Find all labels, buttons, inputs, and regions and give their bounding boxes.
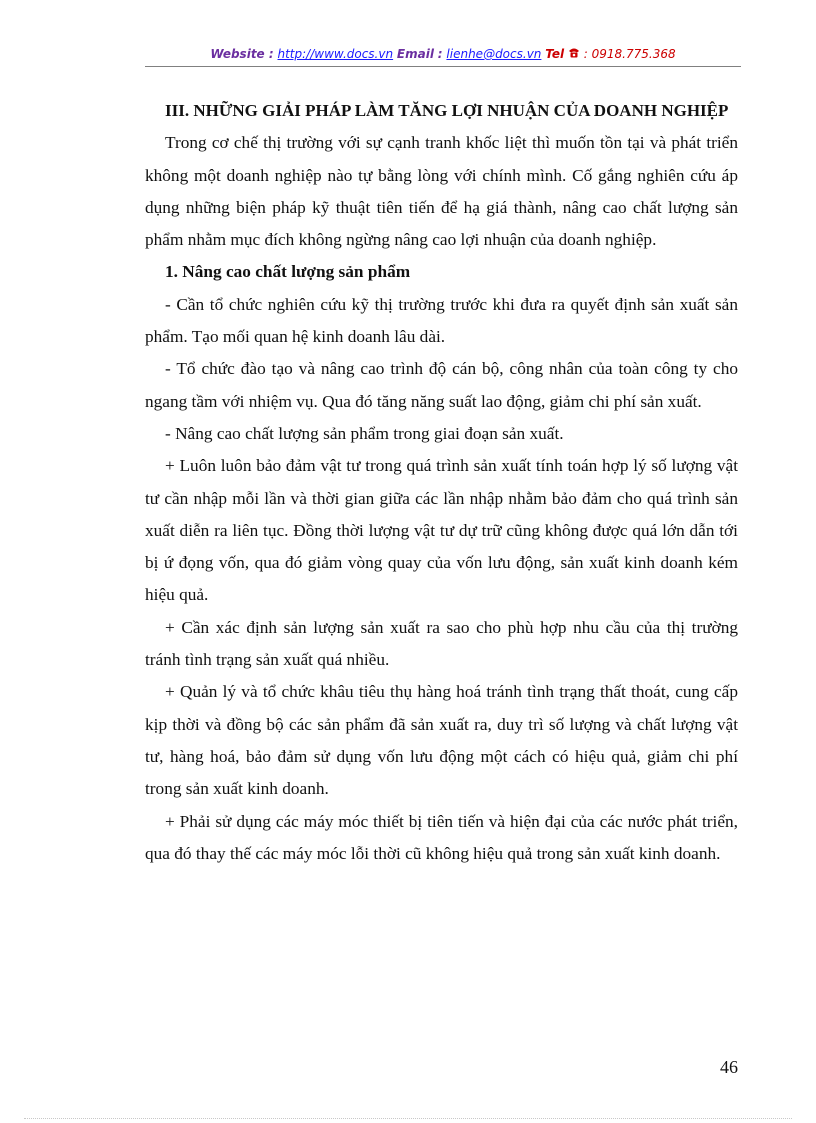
telephone-icon [568, 47, 580, 61]
footer-divider [24, 1118, 792, 1119]
paragraph: - Nâng cao chất lượng sản phẩm trong giai đoạn sản xuất. [165, 423, 564, 443]
page-number: 46 [720, 1057, 738, 1077]
email-separator: : [437, 47, 443, 61]
header-divider [145, 66, 741, 67]
tel-label: Tel [545, 47, 565, 61]
subsection-heading: 1. Nâng cao chất lượng sản phẩm [165, 262, 411, 282]
paragraph: + Luôn luôn bảo đảm vật tư trong quá trình sản xuất tính toán hợp lý số lượng vật tư cần nhập mỗi lần và thời gian giữa các lần nhập nhằm bảo đảm cho quá trình sản xuất diễn ra liên tục. Đồng thời lượng vật tư dự trữ cũng không được quá lớn dẫn tới bị ứ đọng vốn, qua đó giảm vòng quay của vốn lưu động, sản xuất kinh doanh kém hiệu quả. [145, 456, 738, 605]
paragraph: - Cần tổ chức nghiên cứu kỹ thị trường trước khi đưa ra quyết định sản xuất sản phẩm. Tạo mối quan hệ kinh doanh lâu dài. [145, 294, 738, 347]
website-link[interactable]: http://www.docs.vn [277, 47, 394, 61]
page-header [145, 47, 741, 61]
paragraph: + Cần xác định sản lượng sản xuất ra sao cho phù hợp nhu cầu của thị trường tránh tình trạng sản xuất quá nhiều. [145, 617, 738, 670]
section-heading: III. NHỮNG GIẢI PHÁP LÀM TĂNG LỢI NHUẬN CỦA DOANH NGHIỆP [165, 101, 729, 120]
document-body [145, 95, 738, 870]
website-label: Website : [210, 47, 274, 61]
paragraph: - Tổ chức đào tạo và nâng cao trình độ cán bộ, công nhân của toàn công ty cho ngang tầm với nhiệm vụ. Qua đó tăng năng suất lao động, giảm chi phí sản xuất. [145, 359, 738, 411]
intro-paragraph: Trong cơ chế thị trường với sự cạnh tranh khốc liệt thì muốn tồn tại và phát triển không một doanh nghiệp nào tự bằng lòng với chính mình. Cố gắng nghiên cứu áp dụng những biện pháp kỹ thuật tiên tiến để hạ giá thành, nâng cao chất lượng sản phẩm nhằm mục đích không ngừng nâng cao lợi nhuận của doanh nghiệp. [145, 133, 738, 250]
email-label: Email [396, 47, 434, 61]
paragraph: + Phải sử dụng các máy móc thiết bị tiên tiến và hiện đại của các nước phát triển, qua đó thay thế các máy móc lỗi thời cũ không hiệu quả trong sản xuất kinh doanh. [145, 811, 738, 863]
email-link[interactable]: lienhe@docs.vn [446, 47, 542, 61]
paragraph: + Quản lý và tổ chức khâu tiêu thụ hàng hoá tránh tình trạng thất thoát, cung cấp kịp thời và đồng bộ các sản phẩm đã sản xuất ra, duy trì số lượng và chất lượng vật tư, hàng hoá, bảo đảm sử dụng vốn lưu động một cách có hiệu quả, giảm chi phí trong sản xuất kinh doanh. [145, 682, 738, 799]
tel-number: : 0918.775.368 [583, 47, 676, 61]
